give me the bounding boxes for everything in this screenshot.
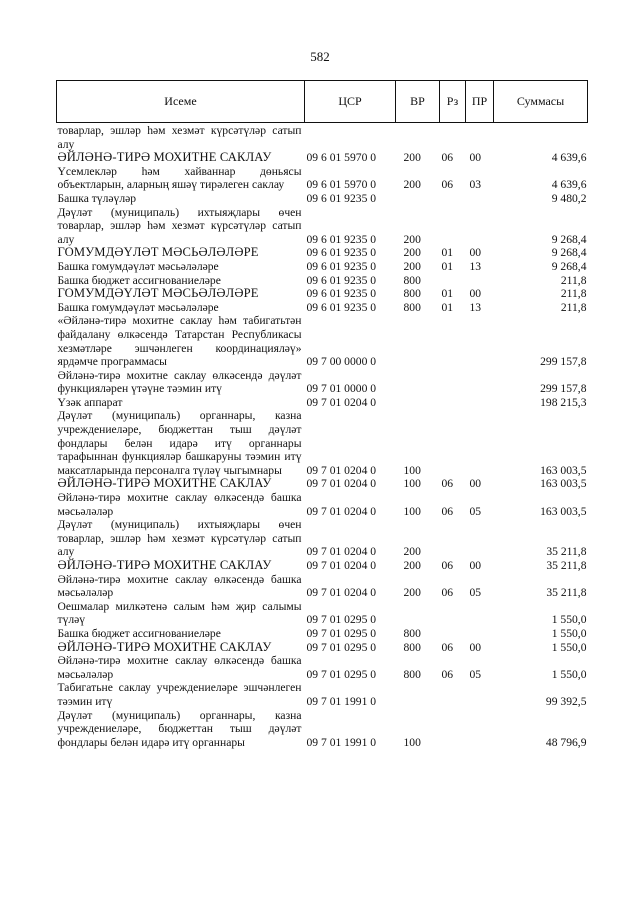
cell-name: Табигатьне саклау учреждениеләре эшчәнлеген тәэмин итү: [57, 681, 302, 708]
cell-pr: [466, 192, 494, 206]
cell-pr: 13: [469, 259, 482, 273]
table-row: [57, 151, 588, 165]
cell-csr: 09 7 00 0000 0: [306, 355, 377, 369]
cell-vr: 200: [403, 151, 421, 165]
header-vr: ВР: [396, 81, 440, 123]
cell-csr: 09 6 01 5970 0: [306, 178, 377, 192]
table-row: [57, 709, 588, 750]
cell-name: ГОМУМДӘҮЛӘТ МӘСЬӘЛӘЛӘРЕ: [57, 245, 259, 260]
cell-sum: 299 157,8: [540, 355, 587, 369]
cell-vr: 200: [403, 178, 421, 192]
cell-name: товарлар, эшләр һәм хезмәт күрсәтүләр сатып алу: [57, 124, 302, 151]
cell-pr: [466, 274, 494, 288]
cell-vr: 200: [403, 586, 421, 600]
cell-csr: 09 6 01 9235 0: [306, 246, 377, 260]
cell-sum: 1 550,0: [551, 667, 587, 681]
cell-rz: [440, 681, 466, 708]
cell-csr: 09 7 01 0000 0: [306, 382, 377, 396]
cell-pr: 03: [469, 178, 482, 192]
cell-pr: 13: [469, 300, 482, 314]
cell-vr: [396, 600, 440, 627]
cell-csr: 09 6 01 9235 0: [306, 232, 377, 246]
cell-rz: [440, 123, 466, 152]
cell-pr: 00: [469, 559, 482, 572]
cell-name: Башка бюджет ассигнованиеләре: [57, 626, 221, 640]
cell-sum: 211,8: [560, 287, 587, 301]
cell-sum: 9 268,4: [551, 259, 587, 273]
cell-vr: 100: [403, 463, 421, 477]
cell-name: Дәүләт (муниципаль) ихтыяҗлары өчен товарлар, эшләр һәм хезмәт күрсәтүләр сатып алу: [57, 518, 302, 559]
cell-csr: [305, 123, 396, 152]
table-row: [57, 314, 588, 368]
cell-sum: 211,8: [560, 300, 587, 314]
cell-vr: [396, 681, 440, 708]
table-row: [57, 559, 588, 573]
cell-sum: 198 215,3: [540, 395, 587, 409]
table-row: [57, 369, 588, 396]
cell-csr: 09 7 01 0204 0: [306, 545, 377, 559]
cell-rz: 01: [441, 287, 454, 301]
cell-rz: [440, 206, 466, 247]
cell-vr: 800: [403, 287, 421, 301]
cell-sum: 35 211,8: [546, 586, 587, 600]
table-row: [57, 246, 588, 260]
table-header: [57, 81, 588, 123]
cell-vr: 800: [403, 667, 421, 681]
cell-name: ӘЙЛӘНӘ-ТИРӘ МОХИТНЕ САКЛАУ: [57, 639, 272, 654]
cell-rz: 06: [441, 667, 454, 681]
cell-rz: 01: [441, 259, 454, 273]
cell-csr: 09 7 01 0204 0: [306, 395, 377, 409]
cell-csr: 09 7 01 0204 0: [306, 559, 377, 572]
table-row: [57, 260, 588, 274]
table-row: [57, 301, 588, 315]
cell-rz: 06: [441, 477, 454, 491]
cell-vr: [396, 369, 440, 396]
table-row: [57, 396, 588, 410]
cell-csr: 09 6 01 9235 0: [306, 300, 377, 314]
cell-vr: 100: [403, 477, 421, 491]
cell-csr: 09 7 01 0295 0: [306, 640, 377, 654]
cell-name: Башка гомумдәүләт мәсьәләләре: [57, 300, 219, 314]
cell-csr: 09 7 01 1991 0: [306, 735, 377, 749]
cell-pr: 05: [469, 667, 482, 681]
cell-pr: [466, 518, 494, 559]
cell-pr: 00: [469, 477, 482, 491]
table-row: [57, 518, 588, 559]
cell-name: Башка гомумдәүләт мәсьәләләре: [57, 259, 219, 273]
cell-vr: 800: [403, 300, 421, 314]
header-pr: ПР: [466, 81, 494, 123]
cell-csr: 09 6 01 9235 0: [306, 191, 377, 205]
cell-name: ӘЙЛӘНӘ-ТИРӘ МОХИТНЕ САКЛАУ: [57, 150, 272, 165]
cell-csr: 09 6 01 5970 0: [306, 151, 377, 165]
cell-pr: [466, 396, 494, 410]
header-csr: ЦСР: [305, 81, 396, 123]
cell-pr: 00: [469, 246, 482, 260]
cell-pr: [466, 314, 494, 368]
cell-vr: 100: [403, 504, 421, 518]
cell-vr: 200: [403, 559, 421, 572]
cell-pr: 00: [469, 287, 482, 301]
table-row: [57, 477, 588, 491]
cell-sum: [494, 123, 588, 152]
cell-rz: [440, 518, 466, 559]
cell-csr: 09 6 01 9235 0: [306, 259, 377, 273]
cell-sum: 99 392,5: [545, 694, 587, 708]
cell-name: «Әйләнә-тирә мохитне саклау һәм табигатьтән файдалану өлкәсендә Татарстан Республикасы хезмәтләре эшчәнлеген координацияләү» ярдәмче программасы: [57, 314, 302, 369]
cell-rz: [440, 409, 466, 477]
cell-csr: 09 7 01 1991 0: [306, 694, 377, 708]
table-row: [57, 274, 588, 288]
cell-pr: [466, 206, 494, 247]
cell-rz: 06: [441, 151, 454, 165]
cell-name: Әйләнә-тирә мохитне саклау өлкәсендә башка мәсьәләләр: [57, 572, 302, 600]
cell-rz: [440, 274, 466, 288]
cell-sum: 9 268,4: [551, 232, 587, 246]
table-body: [57, 123, 588, 750]
cell-rz: 01: [441, 300, 454, 314]
cell-pr: [466, 681, 494, 708]
cell-rz: 06: [441, 504, 454, 518]
cell-pr: [466, 709, 494, 750]
cell-name: ӘЙЛӘНӘ-ТИРӘ МОХИТНЕ САКЛАУ: [57, 558, 272, 572]
cell-csr: 09 7 01 0204 0: [306, 477, 377, 491]
cell-csr: 09 7 01 0204 0: [306, 586, 377, 600]
table-row: [57, 287, 588, 301]
cell-pr: 00: [469, 151, 482, 165]
page-number: 582: [310, 49, 330, 64]
cell-csr: 09 6 01 9235 0: [306, 287, 377, 301]
cell-csr: 09 7 01 0204 0: [306, 504, 377, 518]
cell-vr: 200: [403, 246, 421, 260]
cell-rz: [440, 627, 466, 641]
cell-name: Дәүләт (муниципаль) органнары, казна учреждениеләре, бюджеттан тыш дәүләт фондлары белән идарә итү органнары: [57, 708, 302, 749]
cell-csr: 09 7 01 0295 0: [306, 613, 377, 627]
cell-name: Үзәк аппарат: [57, 395, 123, 409]
cell-name: Әйләнә-тирә мохитне саклау өлкәсендә башка мәсьәләләр: [57, 654, 302, 681]
cell-pr: [466, 409, 494, 477]
table-row: [57, 573, 588, 600]
cell-sum: 299 157,8: [540, 382, 587, 396]
cell-sum: 48 796,9: [545, 735, 587, 749]
cell-vr: 800: [403, 626, 421, 640]
cell-vr: 200: [403, 232, 421, 246]
cell-rz: [440, 314, 466, 368]
table-row: [57, 206, 588, 247]
cell-sum: 1 550,0: [551, 626, 587, 640]
cell-vr: [396, 192, 440, 206]
table-row: [57, 491, 588, 518]
cell-name: Оешмалар милкәтенә салым һәм җир салымы түләү: [57, 599, 302, 627]
cell-sum: 9 268,4: [551, 246, 587, 260]
table-row: [57, 627, 588, 641]
cell-pr: 05: [469, 586, 482, 600]
cell-name: Башка бюджет ассигнованиеләре: [57, 273, 221, 287]
cell-name: Башка түләүләр: [57, 191, 137, 205]
cell-name: Әйләнә-тирә мохитне саклау өлкәсендә дәүләт функцияләрен үтәүне тәэмин итү: [57, 368, 302, 396]
cell-vr: 100: [403, 735, 421, 749]
cell-name: ГОМУМДӘҮЛӘТ МӘСЬӘЛӘЛӘРЕ: [57, 286, 259, 301]
cell-sum: 9 480,2: [551, 191, 587, 205]
cell-rz: [440, 369, 466, 396]
cell-rz: 06: [441, 559, 454, 572]
cell-csr: 09 7 01 0204 0: [306, 463, 377, 477]
cell-sum: 4 639,6: [551, 151, 587, 165]
cell-rz: 06: [441, 586, 454, 600]
cell-vr: [396, 123, 440, 152]
cell-pr: 05: [469, 504, 482, 518]
cell-pr: 00: [469, 640, 482, 654]
table-row: [57, 123, 588, 152]
cell-sum: 35 211,8: [546, 559, 587, 572]
cell-sum: 163 003,5: [540, 477, 587, 491]
cell-sum: 35 211,8: [546, 545, 587, 559]
cell-sum: 211,8: [560, 273, 587, 287]
header-sum: Суммасы: [494, 81, 588, 123]
cell-vr: [396, 396, 440, 410]
table-row: [57, 409, 588, 477]
cell-name: Әйләнә-тирә мохитне саклау өлкәсендә башка мәсьәләләр: [57, 491, 302, 518]
cell-vr: 200: [403, 259, 421, 273]
cell-pr: [466, 600, 494, 627]
header-name: Исеме: [57, 81, 305, 123]
table-row: [57, 165, 588, 192]
table-row: [57, 600, 588, 627]
cell-csr: 09 6 01 9235 0: [306, 273, 377, 287]
table-row: [57, 192, 588, 206]
cell-sum: 1 550,0: [551, 640, 587, 654]
cell-name: ӘЙЛӘНӘ-ТИРӘ МОХИТНЕ САКЛАУ: [57, 476, 272, 491]
cell-sum: 1 550,0: [551, 613, 587, 627]
cell-vr: 800: [403, 273, 421, 287]
header-rz: Рз: [440, 81, 466, 123]
cell-csr: 09 7 01 0295 0: [306, 626, 377, 640]
cell-vr: 200: [403, 545, 421, 559]
cell-name: Үсемлекләр һәм хайваннар дөньясы объектларын, аларның яшәү тирәлеген саклау: [57, 164, 302, 192]
table-row: [57, 681, 588, 708]
cell-rz: [440, 600, 466, 627]
cell-name: Дәүләт (муниципаль) ихтыяҗлары өчен товарлар, эшләр һәм хезмәт күрсәтүләр сатып алу: [57, 205, 302, 246]
cell-rz: [440, 396, 466, 410]
cell-sum: 4 639,6: [551, 178, 587, 192]
cell-rz: 06: [441, 178, 454, 192]
cell-pr: [466, 369, 494, 396]
cell-vr: [396, 314, 440, 368]
cell-pr: [466, 627, 494, 641]
cell-rz: [440, 192, 466, 206]
cell-pr: [466, 123, 494, 152]
cell-name: Дәүләт (муниципаль) органнары, казна учреждениеләре, бюджеттан тыш дәүләт фондлары белән идарә итү органнары тарафыннан функцияләр башкаруны тәэмин итү максатларында персоналга түләү чыгымнары: [57, 409, 302, 477]
table-row: [57, 641, 588, 655]
budget-table: [56, 80, 588, 749]
cell-rz: 06: [441, 640, 454, 654]
table-row: [57, 654, 588, 681]
cell-sum: 163 003,5: [540, 463, 587, 477]
cell-rz: [440, 709, 466, 750]
cell-sum: 163 003,5: [540, 504, 587, 518]
cell-vr: 800: [403, 640, 421, 654]
cell-rz: 01: [441, 246, 454, 260]
cell-csr: 09 7 01 0295 0: [306, 667, 377, 681]
